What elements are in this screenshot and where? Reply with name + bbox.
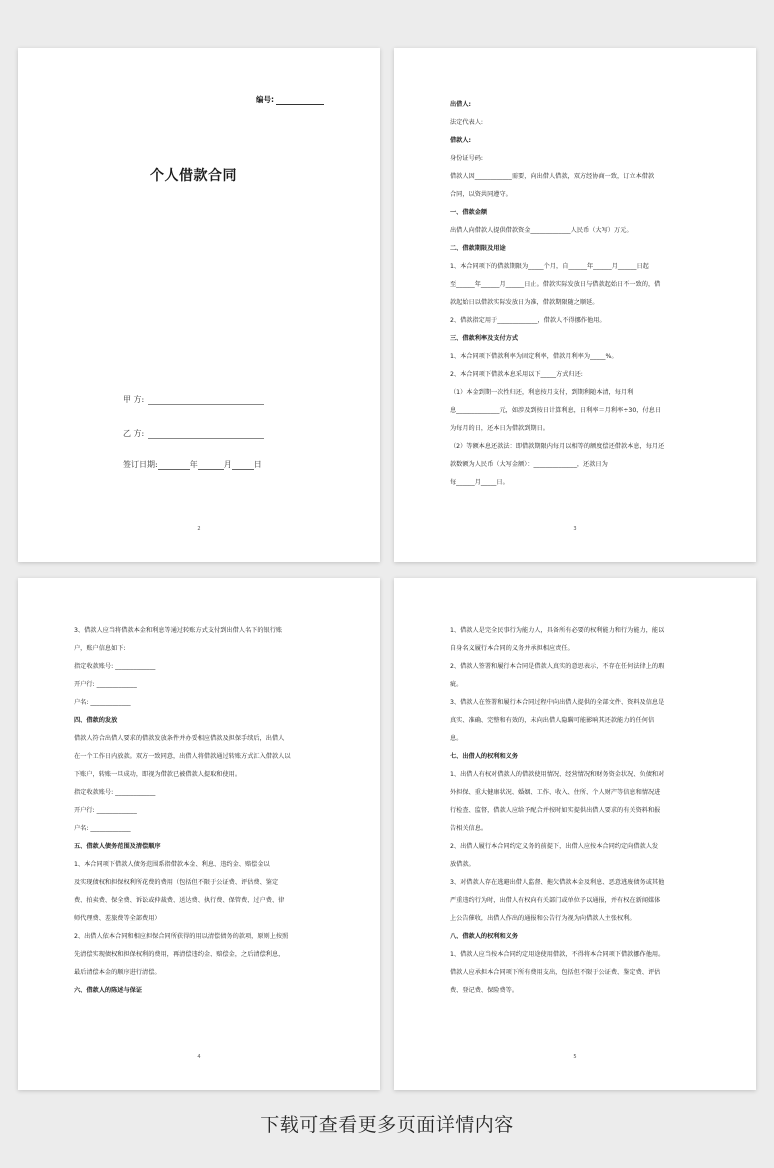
party-b-label: 乙 方: (123, 429, 145, 438)
text-line: 身份证号码: (450, 155, 484, 162)
text-line: 息。 (450, 735, 463, 742)
section-heading: 六、借款人的陈述与保证 (74, 987, 143, 994)
text-line: 款起始日以借款实际发放日为准，借款期限随之顺延。 (450, 299, 599, 306)
text-line: 开户行: _____________ (74, 681, 137, 688)
text-line: 开户行: _____________ (74, 807, 137, 814)
serial-number-field (256, 94, 324, 105)
party-b-blank (148, 429, 264, 439)
text-line: 1、借款人应当按本合同约定用途使用借款，不得将本合同项下借款挪作他用。 (450, 951, 665, 958)
section-heading: 四、借款的发放 (74, 717, 118, 724)
text-line: 在一个工作日内放款。双方一致同意，出借人将借款通过转账方式汇入借款人以 (74, 753, 291, 760)
text-line: 1、本合同项下借款利率为固定利率，借款月利率为_____%。 (450, 353, 618, 360)
text-line: 放借款。 (450, 861, 475, 868)
contract-page (18, 578, 380, 1090)
day-blank (232, 461, 254, 470)
section-heading: 三、借款利率及支付方式 (450, 335, 519, 342)
month-blank (198, 461, 224, 470)
serial-blank (276, 96, 324, 105)
text-line: 为每月的日，还本日为借款到期日。 (450, 425, 549, 432)
serial-label: 编号: (256, 95, 274, 104)
page-number: 2 (197, 526, 201, 532)
party-a-label: 甲 方: (123, 395, 145, 404)
text-line: 行检查、监督，借款人应给予配合并按时如实提供出借人要求的有关资料和报 (450, 807, 661, 814)
field-label: 借款人: (450, 137, 472, 144)
text-line: 3、借款人应当将借款本金和利息等通过转账方式支付到出借人名下的银行账 (74, 627, 283, 634)
text-line: 借款人应承担本合同项下所有费用支出，包括但不限于公证费、鉴定费、评估 (450, 969, 661, 976)
text-line: （1）本金到期一次性归还，利息按月支付，到期利随本清，每月利 (450, 389, 634, 396)
text-line: 3、对借款人存在逃避出借人监督、拖欠借款本金及利息、恶意逃废债务或其他 (450, 879, 665, 886)
text-line: 每______月_____日。 (450, 479, 509, 486)
contract-page (394, 48, 756, 562)
text-line: 自身名义履行本合同的义务并承担相应责任。 (450, 645, 574, 652)
text-line: 户名: _____________ (74, 699, 131, 706)
text-line: 严重违约行为时，出借人有权向有关部门或单位予以通报，并有权在新闻媒体 (450, 897, 661, 904)
sign-date-field (123, 459, 262, 470)
text-line: 告相关信息。 (450, 825, 488, 832)
page-number: 5 (573, 1054, 577, 1060)
page-number: 3 (573, 526, 577, 532)
section-heading: 八、借款人的权利和义务 (450, 933, 519, 940)
text-line: 下账户，转账一旦成功，即视为借款已被借款人提取和使用。 (74, 771, 242, 778)
text-line: 2、出借人依本合同和相应担保合同所获得的用以清偿债务的款项，原则上按照 (74, 933, 289, 940)
text-line: 1、本合同项下借款人债务范围系指借款本金、利息、违约金、赔偿金以 (74, 861, 270, 868)
text-line: 及实现债权和担保权利所花费的费用（包括但不限于公证费、评估费、鉴定 (74, 879, 279, 886)
text-line: 借款人因____________需要，向出借人借款，双方经协商一致，订立本借款 (450, 173, 655, 180)
text-line: 最后清偿本金的顺序进行清偿。 (74, 969, 161, 976)
text-line: 2、出借人履行本合同约定义务的前提下，出借人应按本合同约定向借款人发 (450, 843, 659, 850)
text-line: 款数额为人民币（大写金额）：______________，还款日为 (450, 461, 608, 468)
text-line: 借款人符合出借人要求的借款发放条件并办妥相应借款及担保手续后，出借人 (74, 735, 285, 742)
text-line: 合同，以资共同遵守。 (450, 191, 512, 198)
text-line: 法定代表人: (450, 119, 484, 126)
text-line: 先清偿实现债权和担保权利的费用，再清偿违约金、赔偿金，之后清偿利息， (74, 951, 285, 958)
cover-page (18, 48, 380, 562)
field-label: 出借人: (450, 101, 472, 108)
text-line: 2、借款指定用于_____________，借款人不得挪作他用。 (450, 317, 606, 324)
party-a-blank (148, 395, 264, 405)
page-body (450, 622, 714, 1000)
contract-page (394, 578, 756, 1090)
text-line: 3、借款人在签署和履行本合同过程中向出借人提供的全部文件、资料及信息是 (450, 699, 665, 706)
party-a-field (123, 394, 264, 405)
page-body (74, 622, 338, 1000)
page-body (450, 96, 714, 492)
text-line: 疵。 (450, 681, 463, 688)
text-line: 费、登记费、保险费等。 (450, 987, 519, 994)
text-line: 指定收款账号: _____________ (74, 663, 156, 670)
text-line: 外担保、重大健康状况、婚姻、工作、收入、住所、个人财产等信息和情况进 (450, 789, 661, 796)
text-line: 上公告催收，出借人作出的通报和公告行为视为向借款人主张权利。 (450, 915, 636, 922)
text-line: 2、本合同项下借款本息采用以下_____方式归还: (450, 371, 583, 378)
page-number: 4 (197, 1054, 201, 1060)
year-blank (158, 461, 190, 470)
text-line: 息______________元，如涉及到按日计算利息，日利率＝月利率÷30，付息日 (450, 407, 662, 414)
section-heading: 二、借款期限及用途 (450, 245, 506, 252)
party-b-field (123, 428, 264, 439)
text-line: 1、借款人是完全民事行为能力人，具备所有必要的权利能力和行为能力，能以 (450, 627, 665, 634)
contract-title: 个人借款合同 (150, 168, 237, 184)
text-line: 费、拍卖费、保全费、诉讼或仲裁费、送达费、执行费、保管费、过户费、律 (74, 897, 285, 904)
text-line: 户，账户信息如下: (74, 645, 126, 652)
text-line: 师代理费、差旅费等全部费用） (74, 915, 161, 922)
section-heading: 七、出借人的权利和义务 (450, 753, 519, 760)
text-line: （2）等额本息还款法：即借款期限内每月以相等的额度偿还借款本息，每月还 (450, 443, 665, 450)
year-label: 年 (189, 460, 198, 469)
text-line: 1、本合同项下的借款期限为_____个月，自______年______月______日起 (450, 263, 649, 270)
text-line: 户名: _____________ (74, 825, 131, 832)
section-heading: 一、借款金额 (450, 209, 488, 216)
day-label: 日 (253, 460, 262, 469)
month-label: 月 (223, 460, 232, 469)
text-line: 出借人向借款人提供借款资金_____________人民币（大写）万元。 (450, 227, 633, 234)
text-line: 2、借款人签署和履行本合同是借款人真实的意思表示，不存在任何法律上的瑕 (450, 663, 665, 670)
text-line: 真实、准确、完整和有效的，未向出借人隐瞒可能影响其还款能力的任何信 (450, 717, 655, 724)
text-line: 1、出借人有权对借款人的借款使用情况、经营情况和财务资金状况、负债和对 (450, 771, 665, 778)
download-caption: 下载可查看更多页面详情内容 (260, 1114, 514, 1136)
text-line: 指定收款账号: _____________ (74, 789, 156, 796)
text-line: 至______年______月______日止。借款实际发放日与借款起始日不一致的，借 (450, 281, 661, 288)
section-heading: 五、借款人债务范围及清偿顺序 (74, 843, 161, 850)
sign-date-label: 签订日期: (123, 460, 158, 469)
